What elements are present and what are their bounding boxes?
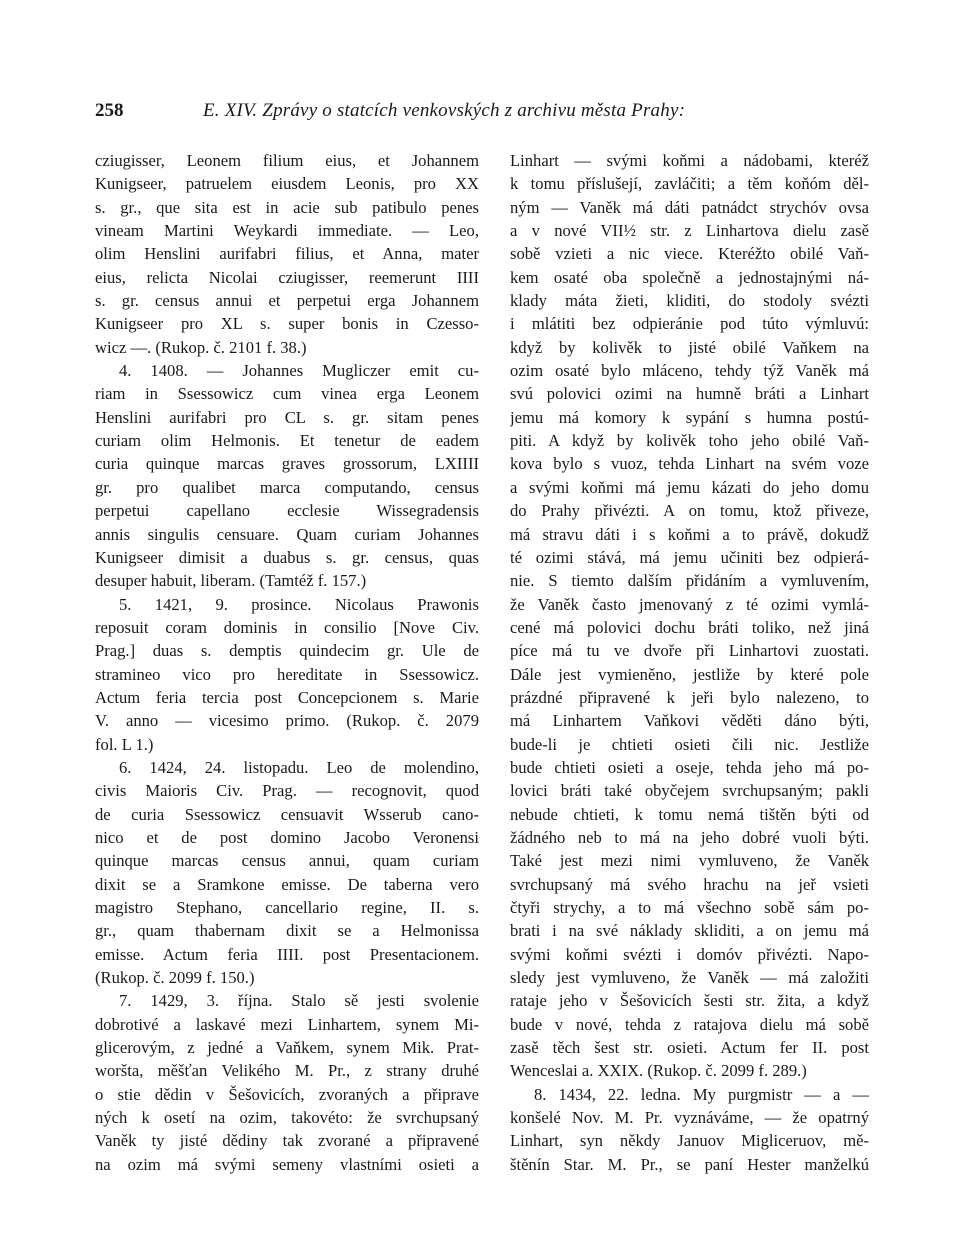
text-line: na ozim má svými semeny vlastními osieti a xyxy=(95,1154,479,1174)
text-line: olim Henslini aurifabri filius, et Anna, mater xyxy=(95,244,479,264)
text-line: wicz —. (Rukop. č. 2101 f. 38.) xyxy=(95,337,307,357)
text-line: nebude chtieti, k tomu nemá tištěn býti od xyxy=(510,804,869,824)
text-line: Linhart — svými koňmi a nádobami, kteréž xyxy=(510,151,869,170)
text-line: V. anno — vicesimo primo. (Rukop. č. 2079 xyxy=(95,711,479,731)
text-line: stramineo vico pro hereditate in Ssessowicz. xyxy=(95,664,479,684)
text-line: Kunigseer pro XL s. super bonis in Czesso- xyxy=(95,314,479,334)
text-line: kova bylo s vuoz, tehda Linhart na svém voze xyxy=(510,454,869,474)
text-line: žádného neb to má na jeho dobré vuoli býti. xyxy=(510,827,869,847)
text-line: curia quinque marcas graves grossorum, LXIIII xyxy=(95,454,479,474)
text-line: bude v nové, tehda z ratajova dielu má sobě xyxy=(510,1014,869,1034)
text-line: i mlátiti bez odpieránie pod túto výmluvú: xyxy=(510,314,869,334)
text-line: s. gr., que sita est in acie sub patibulo penes xyxy=(95,197,479,217)
text-line: když by kolivěk to jisté obilé Vaňkem na xyxy=(510,337,869,357)
text-line: sobě vzieti a nic viece. Kteréžto obilé Vaň- xyxy=(510,244,869,264)
text-line: svú polovici ozimi na humně bráti a Linhart xyxy=(510,384,869,404)
text-line: 4. 1408. — Johannes Mugliczer emit cu- xyxy=(119,361,479,381)
left-column xyxy=(95,149,479,1176)
text-line: glicerovým, z jedné a Vaňkem, synem Mik. Prat- xyxy=(95,1038,479,1058)
text-line: de curia Ssessowicz censuavit Wsserub cano- xyxy=(95,804,479,824)
text-line: do Prahy přivézti. A on tomu, ktož přiveze, xyxy=(510,501,869,521)
text-line: čtyři strychy, a to má všechno sobě sám po- xyxy=(510,898,869,917)
text-line: desuper habuit, liberam. (Tamtéž f. 157.) xyxy=(95,571,367,591)
text-line: prázdné připravené k jeři bylo nalezeno, to xyxy=(510,687,869,707)
text-line: klady máta žieti, kliditi, do stodoly svézti xyxy=(510,291,869,311)
text-line: ných k osetí na ozim, takovéto: že svrchupsaný xyxy=(95,1108,479,1128)
text-line: civis Maioris Civ. Prag. — recognovit, quod xyxy=(95,781,479,801)
text-line: má stravu dáti i s koňmi a to právě, dokudž xyxy=(510,524,869,544)
text-line: 7. 1429, 3. října. Stalo sě jesti svolenie xyxy=(119,991,479,1011)
text-line: nico et de post domino Jacobo Veronensi xyxy=(95,827,479,847)
text-line: lovici bráti také obyčejem svrchupsaným; pakli xyxy=(510,781,869,801)
text-line: magistro Stephano, cancellario regine, II. s. xyxy=(95,898,479,917)
text-line: bude-li je chtieti osieti čili nic. Jestliže xyxy=(510,734,869,754)
text-line: kem osaté oba společně a jednostajnými ná- xyxy=(510,267,869,287)
text-line: nie. S tiemto dalším přidáním a vymluvením, xyxy=(510,571,869,591)
text-line: piti. A když by kolivěk toho jeho obilé Vaň- xyxy=(510,431,869,451)
text-line: Kunigseer dimisit a duabus s. gr. census, quas xyxy=(95,547,479,567)
text-line: bude chtieti osieti a oseje, tehda jeho má po- xyxy=(510,757,869,777)
text-line: Vaněk ty jisté dědiny tak zvorané a připravené xyxy=(95,1131,479,1151)
text-line: k tomu příslušejí, zavláčiti; a těm koňóm děl- xyxy=(510,174,869,194)
text-line: Wenceslai a. XXIX. (Rukop. č. 2099 f. 289.) xyxy=(510,1061,807,1081)
text-line: Prag.] duas s. demptis quindecim gr. Ule de xyxy=(95,641,479,661)
text-line: gr. pro qualibet marca computando, census xyxy=(95,477,479,497)
text-line: Kunigseer, patruelem eiusdem Leonis, pro XX xyxy=(95,174,479,194)
text-line: 6. 1424, 24. listopadu. Leo de molendino, xyxy=(119,757,479,777)
text-line: 8. 1434, 22. ledna. My purgmistr — a — xyxy=(534,1084,869,1104)
text-line: zasě těch šest str. osieti. Actum fer II. post xyxy=(510,1038,869,1058)
text-line: a svými koňmi má jemu kázati do jeho domu xyxy=(510,477,869,497)
text-line: a v nové VII½ str. z Linhartova dielu zasě xyxy=(510,221,869,241)
text-line: jemu má komory k sypání s humna postú- xyxy=(510,407,869,427)
text-line: štěnín Star. M. Pr., se paní Hester manželkú xyxy=(510,1154,869,1174)
text-line: konšelé Nov. M. Pr. vyznáváme, — že opatrný xyxy=(510,1108,869,1128)
text-line: svými koňmi svézti i domóv přivézti. Napo- xyxy=(510,944,869,964)
right-column xyxy=(510,149,869,1176)
text-line: woršta, měšťan Velikého M. Pr., z strany druhé xyxy=(95,1061,479,1081)
text-line: s. gr. census annui et perpetui erga Johannem xyxy=(95,291,479,311)
text-line: brati i na své náklady skliditi, a on jemu má xyxy=(510,921,869,941)
text-line: annis singulis censuare. Quam curiam Johannes xyxy=(95,524,479,544)
text-line: cené má polovici dochu bráti toliko, než jiná xyxy=(510,617,869,637)
text-line: eius, relicta Nicolai cziugisser, reemerunt IIII xyxy=(95,267,479,287)
text-line: Dále jest vymieněno, jestliže by které pole xyxy=(510,664,869,684)
text-line: ozim osaté bylo mláceno, tehdy týž Vaněk má xyxy=(510,361,869,381)
text-line: gr., quam thabernam dixit se a Helmonissa xyxy=(95,921,479,941)
text-line: o stie dědin v Šešovicích, zvoraných a připrave xyxy=(95,1084,479,1104)
text-line: curiam olim Helmonis. Et tenetur de eadem xyxy=(95,431,479,451)
text-line: Actum feria tercia post Concepcionem s. Marie xyxy=(95,687,479,707)
text-line: dixit se a Sramkone emisse. De taberna vero xyxy=(95,874,479,894)
text-line: sledy jest vymluveno, že Vaněk — má založiti xyxy=(510,968,869,988)
text-line: Také jest mezi nimi vymluveno, že Vaněk xyxy=(510,851,869,871)
text-line: perpetui capellano ecclesie Wissegradensis xyxy=(95,501,479,521)
text-line: cziugisser, Leonem filium eius, et Johannem xyxy=(95,151,479,170)
running-head xyxy=(95,100,865,126)
text-line: ným — Vaněk má dáti patnádct strychóv ovsa xyxy=(510,197,869,217)
text-line: 5. 1421, 9. prosince. Nicolaus Prawonis xyxy=(119,594,479,614)
text-line: reposuit coram dominis in consilio [Nove Civ. xyxy=(95,617,479,637)
text-line: té ozimi stává, má jemu učiniti bez odpierá- xyxy=(510,547,869,567)
text-line: (Rukop. č. 2099 f. 150.) xyxy=(95,968,255,988)
text-line: Henslini aurifabri pro CL s. gr. sitam penes xyxy=(95,407,479,427)
text-line: emisse. Actum feria IIII. post Presentacionem. xyxy=(95,944,479,964)
text-line: píce má tu ve dvoře při Linhartovi zuostati. xyxy=(510,641,869,661)
text-line: quinque marcas census annui, quam curiam xyxy=(95,851,479,871)
text-line: Linhart, syn někdy Januov Migliceruov, mě- xyxy=(510,1131,869,1151)
text-line: dobrotivé a laskavé mezi Linhartem, synem Mi- xyxy=(95,1014,479,1034)
text-line: že Vaněk často jmenovaný z té ozimi vymlá- xyxy=(510,594,869,614)
page-number: 258 xyxy=(95,100,124,121)
text-line: svrchupsaný má svého hrachu na jeř vsieti xyxy=(510,874,869,894)
text-line: fol. L 1.) xyxy=(95,734,154,754)
text-line: riam in Ssessowicz cum vinea erga Leonem xyxy=(95,384,479,404)
text-line: má Linhartem Vaňkovi věděti dáno býti, xyxy=(510,711,869,731)
text-line: vineam Martini Weykardi immediate. — Leo, xyxy=(95,221,479,241)
header-title: E. XIV. Zprávy o statcích venkovských z archivu města Prahy: xyxy=(203,100,686,121)
text-line: rataje jeho v Šešovicích šesti str. žita, a když xyxy=(510,991,869,1011)
